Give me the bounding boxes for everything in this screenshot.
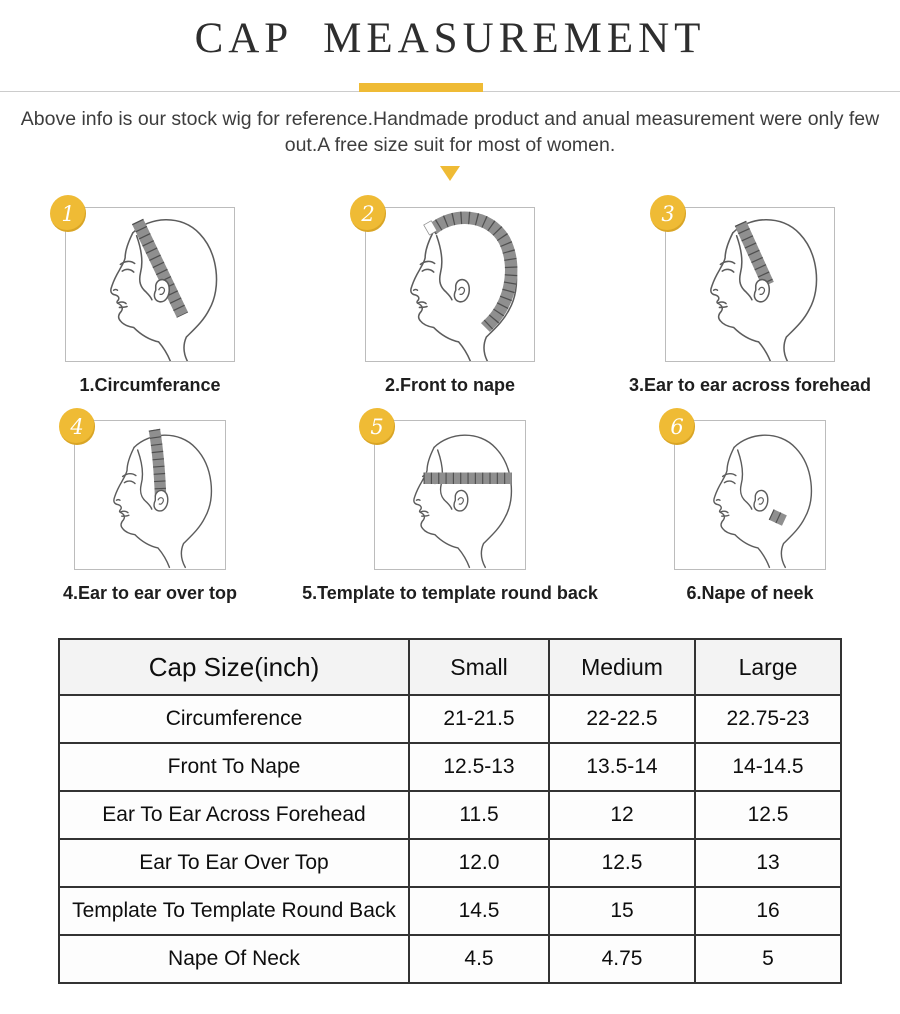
page-header [0,14,900,181]
down-arrow-icon [440,166,460,181]
figure-number-badge: 1 [50,195,86,232]
table-cell: 12 [549,791,695,839]
table-cell: Ear To Ear Across Forehead [59,791,409,839]
figure-number-badge: 3 [650,195,686,232]
head-diagram-circumference [61,201,235,362]
measurement-figure-1 [0,201,300,396]
table-header-cell: Cap Size(inch) [59,639,409,695]
table-cell: 12.5 [695,791,841,839]
table-cell: 12.5-13 [409,743,549,791]
table-cell: 13.5-14 [549,743,695,791]
measurement-figure-3 [600,201,900,396]
figure-caption: 2.Front to nape [385,375,515,396]
table-row [59,839,841,887]
page-title: CAP MEASUREMENT [194,15,706,62]
head-profile-icon [675,421,825,569]
figure-caption: 6.Nape of neek [686,583,814,604]
table-cell: 5 [695,935,841,983]
head-profile-icon [75,421,225,569]
cap-size-table [58,638,842,984]
table-cell: Ear To Ear Over Top [59,839,409,887]
intro-text: Above info is our stock wig for reference.Handmade product and anual measurement were only few out.A free size suit for most of women. [20,108,880,156]
head-profile-icon [66,208,234,361]
figure-number-badge: 4 [59,408,95,445]
table-cell: 12.0 [409,839,549,887]
table-cell: 12.5 [549,839,695,887]
table-cell: 4.5 [409,935,549,983]
table-cell: 11.5 [409,791,549,839]
figure-caption: 5.Template to template round back [302,583,598,604]
table-cell: 14.5 [409,887,549,935]
figure-caption: 1.Circumferance [79,375,221,396]
table-cell: 22-22.5 [549,695,695,743]
table-header-cell: Large [695,639,841,695]
head-diagram-template-round-back [370,414,526,570]
table-cell: Nape Of Neck [59,935,409,983]
measurement-figure-5 [300,414,600,604]
table-header-row [59,639,841,695]
table-row [59,743,841,791]
figure-number-badge: 5 [359,408,395,445]
figure-number-badge: 6 [659,408,695,445]
measurement-figure-6 [600,414,900,604]
table-row [59,695,841,743]
figure-caption: 4.Ear to ear over top [62,583,238,604]
head-diagram-front-to-nape [361,201,535,362]
head-diagram-ear-to-ear-top [70,414,226,570]
table-cell: 16 [695,887,841,935]
figure-caption: 3.Ear to ear across forehead [628,375,872,396]
table-header-cell: Medium [549,639,695,695]
head-profile-icon [666,208,834,361]
table-cell: 22.75-23 [695,695,841,743]
table-cell: 14-14.5 [695,743,841,791]
measurement-figure-2 [300,201,600,396]
table-cell: Front To Nape [59,743,409,791]
table-header-cell: Small [409,639,549,695]
table-cell: 4.75 [549,935,695,983]
head-profile-icon [366,208,534,361]
figure-number-badge: 2 [350,195,386,232]
head-profile-icon [375,421,525,569]
table-cell: Circumference [59,695,409,743]
table-row [59,935,841,983]
table-cell: Template To Template Round Back [59,887,409,935]
title-divider [0,83,900,93]
table-row [59,887,841,935]
table-cell: 15 [549,887,695,935]
measurement-figure-4 [0,414,300,604]
head-diagram-nape-of-neck [670,414,826,570]
table-cell: 13 [695,839,841,887]
head-diagram-ear-to-ear-forehead [661,201,835,362]
table-cell: 21-21.5 [409,695,549,743]
divider-accent-bar [359,83,483,92]
measurement-figures [0,201,900,604]
table-row [59,791,841,839]
